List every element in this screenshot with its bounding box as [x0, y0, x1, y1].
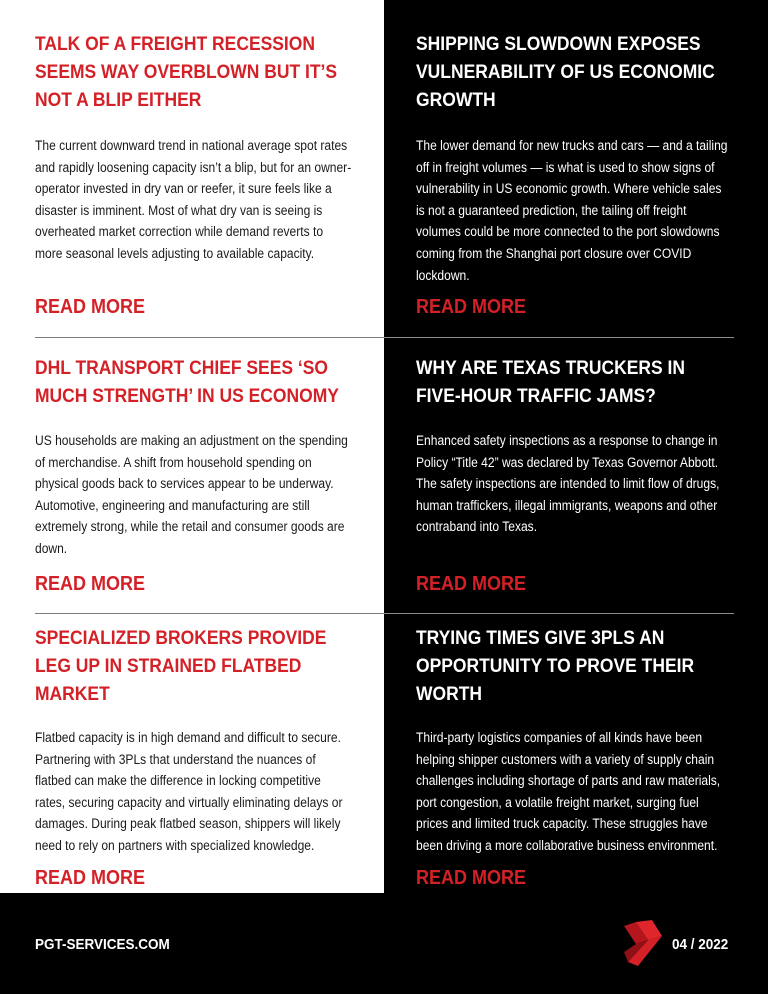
pgt-chevron-logo-icon [622, 918, 664, 968]
read-more-link[interactable]: READ MORE [416, 867, 527, 889]
article-body: Third-party logistics companies of all kinds have been helping shipper customers with a variety of supply chain challenges including shortage of parts and raw materials, port congestion, a volatile freight market, surging fuel prices and limited truck capacity. These struggles have been driving a more collaborative business environment. [416, 730, 721, 853]
article-shipping-slowdown [416, 31, 734, 286]
section-divider [35, 613, 384, 614]
article-title: TALK OF A FREIGHT RECESSION SEEMS WAY OVERBLOWN BUT IT’S NOT A BLIP EITHER [35, 34, 338, 111]
read-more-link[interactable]: READ MORE [35, 867, 146, 889]
article-freight-recession [35, 31, 353, 265]
article-specialized-brokers [35, 625, 353, 857]
article-texas-truckers [416, 355, 734, 538]
read-more-link[interactable]: READ MORE [416, 296, 527, 318]
footer-website[interactable]: PGT-SERVICES.COM [35, 936, 170, 953]
article-body: The lower demand for new trucks and cars — and a tailing off in freight volumes — is what is used to show signs of vulnerability in US economic growth. Where vehicle sales is not a guaranteed prediction, the tailing off freight volumes could be more connected to the port slowdowns coming from the Shanghai port closure over COVID lockdown. [416, 138, 728, 283]
read-more-link[interactable]: READ MORE [416, 573, 527, 595]
read-more-link[interactable]: READ MORE [35, 296, 146, 318]
issue-date: 04 / 2022 [672, 936, 729, 953]
section-divider [35, 337, 384, 338]
article-title: TRYING TIMES GIVE 3PLS AN OPPORTUNITY TO PROVE THEIR WORTH [416, 628, 695, 705]
article-dhl-transport [35, 355, 353, 560]
article-title: SHIPPING SLOWDOWN EXPOSES VULNERABILITY OF US ECONOMIC GROWTH [416, 34, 715, 111]
article-body: Flatbed capacity is in high demand and difficult to secure. Partnering with 3PLs that understand the nuances of flatbed can make the difference in locking competitive rates, securing capacity and virtually eliminating delays or damages. During peak flatbed season, shippers will likely need to rely on partners with specialized knowledge. [35, 730, 343, 853]
read-more-link[interactable]: READ MORE [35, 573, 146, 595]
article-title: DHL TRANSPORT CHIEF SEES ‘SO MUCH STRENGTH’ IN US ECONOMY [35, 358, 339, 407]
section-divider [384, 337, 734, 338]
article-trying-times [416, 625, 734, 857]
article-body: US households are making an adjustment on the spending of merchandise. A shift from household spending on physical goods back to services appear to be underway. Automotive, engineering and manufacturing are still extremely strong, while the retail and consumer goods are down. [35, 433, 348, 556]
article-body: The current downward trend in national average spot rates and rapidly loosening capacity isn’t a blip, but for an owner-operator invested in dry van or reefer, it sure feels like a disaster is imminent. Most of what dry van is seeing is overheated market correction while demand reverts to more seasonal levels adjusting to available capacity. [35, 138, 352, 261]
section-divider [384, 613, 734, 614]
article-body: Enhanced safety inspections as a response to change in Policy “Title 42” was declared by Texas Governor Abbott. The safety inspections are intended to limit flow of drugs, human traffickers, illegal immigrants, weapons and other contraband into Texas. [416, 433, 720, 535]
article-title: WHY ARE TEXAS TRUCKERS IN FIVE-HOUR TRAFFIC JAMS? [416, 358, 686, 407]
article-title: SPECIALIZED BROKERS PROVIDE LEG UP IN STRAINED FLATBED MARKET [35, 628, 327, 705]
